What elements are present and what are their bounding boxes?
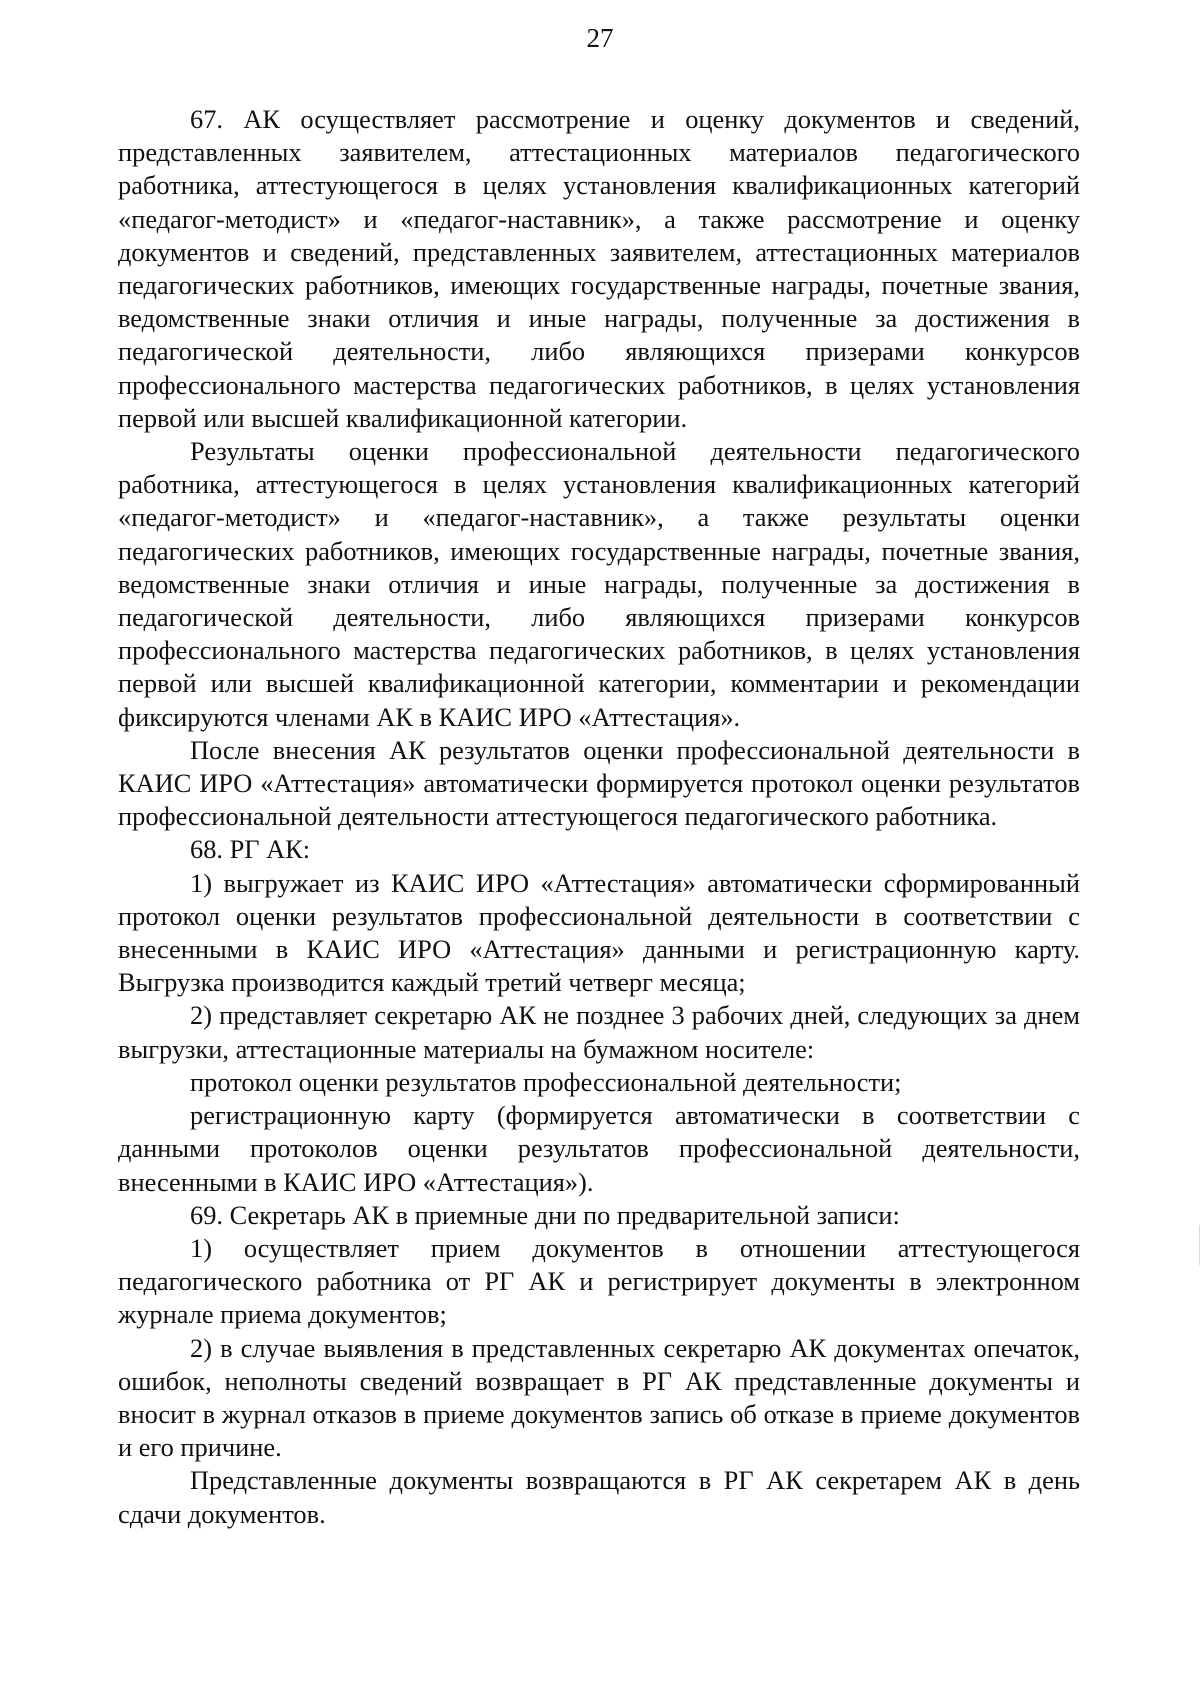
document-body bbox=[118, 103, 1080, 1531]
paragraph-68-protocol-item: протокол оценки результатов профессиональной деятельности; bbox=[190, 1066, 902, 1097]
paragraph-68-item-1: 1) выгружает из КАИС ИРО «Аттестация» автоматически сформированный протокол оценки результатов профессиональной деятельности в соответствии с внесенными в КАИС ИРО «Аттестация» данными и регистрационную карту. Выгрузка производится каждый третий четверг месяца; bbox=[118, 867, 1080, 998]
paragraph-69-return: Представленные документы возвращаются в РГ АК секретарем АК в день сдачи документов. bbox=[118, 1465, 1080, 1529]
paragraph-67-protocol: После внесения АК результатов оценки профессиональной деятельности в КАИС ИРО «Аттестация» автоматически формируется протокол оценки результатов профессиональной деятельности аттестующегося педагогического работника. bbox=[118, 734, 1080, 832]
paragraph-67-results: Результаты оценки профессиональной деятельности педагогического работника, аттестующегося в целях установления квалификационных категорий «педагог-методист» и «педагог-наставник», а также результаты оценки педагогических работников, имеющих государственные награды, почетные звания, ведомственные знаки отличия и иные награды, полученные за достижения в педагогической деятельности, либо являющихся призерами конкурсов профессионального мастерства педагогических работников, в целях установления первой или высшей квалификационной категории, комментарии и рекомендации фиксируются членами АК в КАИС ИРО «Аттестация». bbox=[118, 436, 1080, 732]
paragraph-68-item-2: 2) представляет секретарю АК не позднее 3 рабочих дней, следующих за днем выгрузки, аттестационные материалы на бумажном носителе: bbox=[118, 1000, 1080, 1064]
paragraph-68-card-item: регистрационную карту (формируется автоматически в соответствии с данными протоколов оценки результатов профессиональной деятельности, внесенными в КАИС ИРО «Аттестация»). bbox=[118, 1100, 1080, 1197]
paragraph-69-item-1: 1) осуществляет прием документов в отношении аттестующегося педагогического работника от РГ АК и регистрирует документы в электронном журнале приема документов; bbox=[118, 1232, 1080, 1330]
page-number: 27 bbox=[586, 23, 614, 53]
paragraph-68-heading: 68. РГ АК: bbox=[190, 834, 311, 865]
paragraph-69-item-2: 2) в случае выявления в представленных секретарю АК документах опечаток, ошибок, неполноты сведений возвращает в РГ АК представленные документы и вносит в журнал отказов в приеме документов запись об отказе в приеме документов и его причине. bbox=[118, 1332, 1080, 1463]
paragraph-67: 67. АК осуществляет рассмотрение и оценку документов и сведений, представленных заявителем, аттестационных материалов педагогического работника, аттестующегося в целях установления квалификационных категорий «педагог-методист» и «педагог-наставник», а также рассмотрение и оценку документов и сведений, представленных заявителем, аттестационных материалов педагогических работников, имеющих государственные награды, почетные звания, ведомственные знаки отличия и иные награды, полученные за достижения в педагогической деятельности, либо являющихся призерами конкурсов профессионального мастерства педагогических работников, в целях установления первой или высшей квалификационной категории. bbox=[118, 104, 1080, 433]
paragraph-69-heading: 69. Секретарь АК в приемные дни по предварительной записи: bbox=[190, 1199, 900, 1230]
